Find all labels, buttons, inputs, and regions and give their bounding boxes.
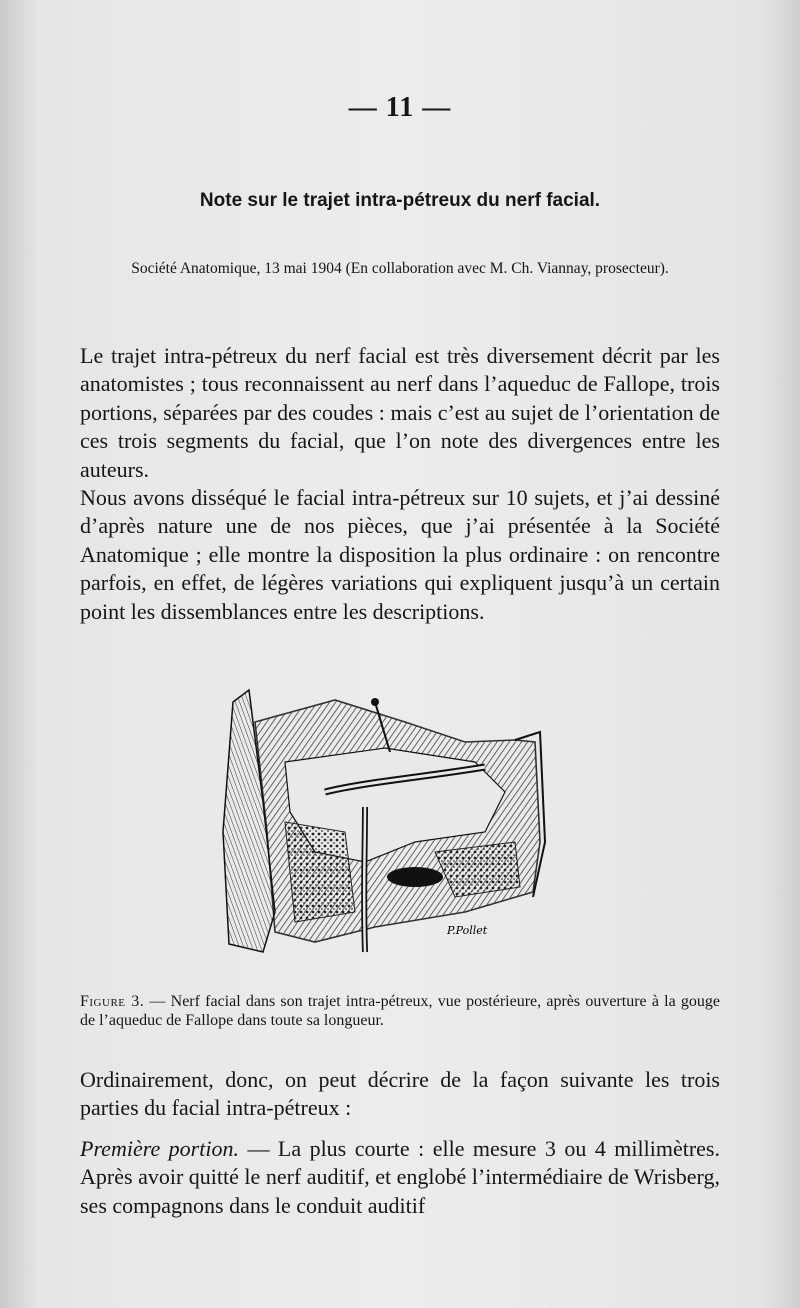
paragraph-4 — [80, 1135, 720, 1220]
body-text-bottom — [80, 1066, 720, 1220]
paragraph-3: Ordinairement, donc, on peut décrire de la façon suivante les trois parties du facial intra-pétreux : — [80, 1067, 720, 1121]
caption-text: — Nerf facial dans son trajet intra-pétreux, vue postérieure, après ouverture à la gouge de l’aqueduc de Fallope dans toute sa longueur. — [80, 993, 720, 1029]
figure-caption — [80, 992, 720, 1030]
body-text-top — [80, 342, 720, 626]
paragraph-1: Le trajet intra-pétreux du nerf facial est très diversement décrit par les anatomistes ; tous reconnaissent au nerf dans l’aqueduc de Fallope, trois portions, séparées par des coudes : mais c’est au sujet de l’orientation de ces trois segments du facial, que l’on note des divergences entre les auteurs. — [80, 343, 720, 482]
article-subtitle: Société Anatomique, 13 mai 1904 (En collaboration avec M. Ch. Viannay, prosecteur). — [131, 260, 669, 277]
paragraph-4-text: — La plus courte : elle mesure 3 ou 4 millimètres. Après avoir quitté le nerf auditif, et englobé l’intermédiaire de Wrisberg, ses compagnons dans le conduit auditif — [80, 1135, 720, 1218]
facial-nerve-figure — [215, 682, 555, 972]
figure-signature: P.Pollet — [447, 924, 488, 937]
article-title: Note sur le trajet intra-pétreux du nerf facial. — [199, 190, 601, 211]
page-number: — 11 — — [348, 92, 452, 123]
paragraph-2: Nous avons disséqué le facial intra-pétreux sur 10 sujets, et j’ai dessiné d’après nature une de nos pièces, que j’ai présentée à la Société Anatomique ; elle montre la disposition la plus ordinaire : on rencontre parfois, en effet, de légères variations qui expliquent jusqu’à un certain point les dissemblances entre les descriptions. — [80, 485, 720, 624]
caption-lead: Figure 3. — [80, 993, 145, 1010]
section-label: Première portion. — [80, 1135, 239, 1161]
